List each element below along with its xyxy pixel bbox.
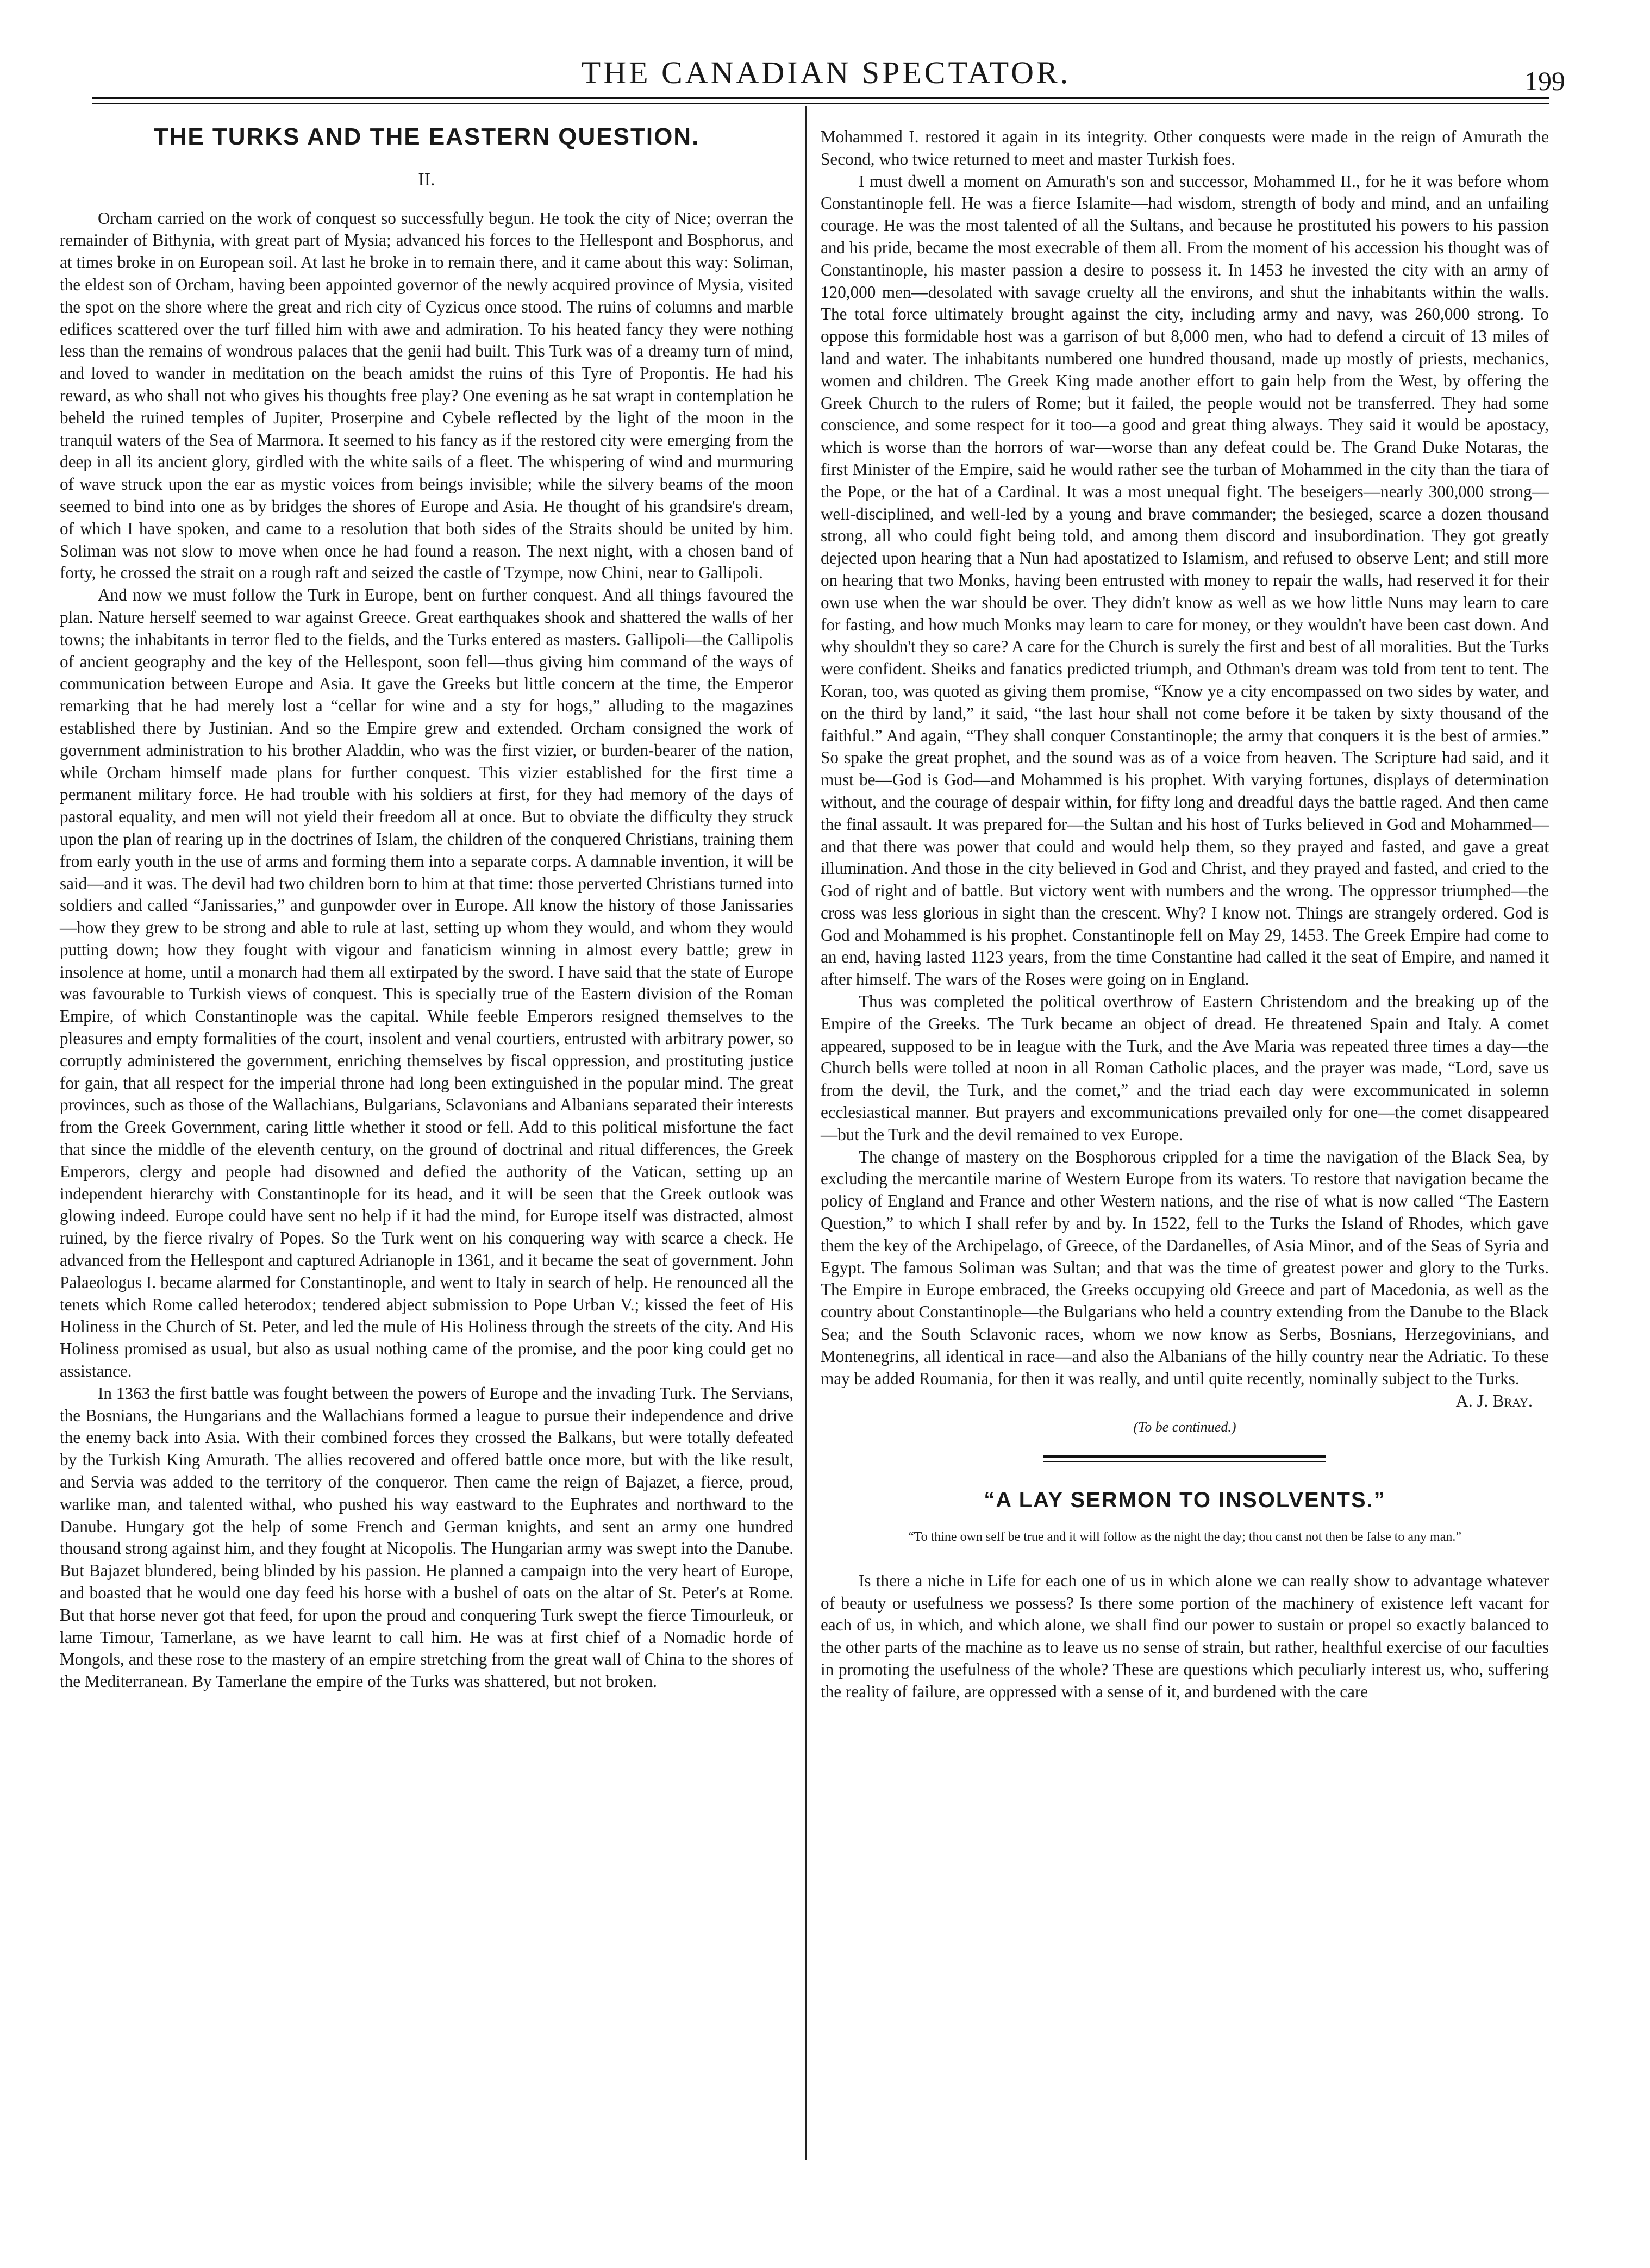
article-paragraph: I must dwell a moment on Amurath's son and successor, Mohammed II., for he it was before whom Constantinople fell. He was a fierce Islamite—had wisdom, strength of body and mind, and an unfailing courage. He was the most talented of all the Sultans, and because he prostituted his powers to his passion and his pride, became the most execrable of them all. From the moment of his accession his thought was of Constantinople, his master passion a desire to possess it. In 1453 he invested the city with an army of 120,000 men—desolated with savage cruelty all the environs, and shut the inhabitants within the walls. The total force ultimately brought against the city, including army and navy, was 260,000 strong. To oppose this formidable host was a garrison of but 8,000 men, who had to defend a circuit of 13 miles of land and water. The inhabitants numbered one hundred thousand, made up mostly of priests, mechanics, women and children. The Greek King made another effort to gain help from the West, by offering the Greek Church to the rulers of Rome; but it failed, the people would not be transferred. They had some conscience, and some respect for it too—a good and great thing always. They said it would be apostacy, which is worse than the horrors of war—worse than any defeat could be. The Grand Duke Notaras, the first Minister of the Empire, said he would rather see the turban of Mohammed in the city than the tiara of the Pope, or the hat of a Cardinal. It was a most unequal fight. The beseigers—nearly 300,000 strong—well-disciplined, and well-led by a young and brave commander; the besieged, scarce a dozen thousand strong, all who could fight being told, and among them discord and insubordination. They got greatly dejected upon hearing that a Nun had apostatized to Islamism, and refused to observe Lent; and still more on hearing that two Monks, having been entrusted with money to repair the walls, had reserved it for their own use when the war should be over. They didn't know as well as we how little Nuns may learn to care for fasting, and how much Monks may learn to care for money, or they wouldn't have been cast down. And why shouldn't they so care? A care for the Church is surely the first and best of all moralities. But the Turks were confident. Sheiks and fanatics predicted triumph, and Othman's dream was told from tent to tent. The Koran, too, was quoted as giving them promise, “Know ye a city encompassed on two sides by water, and on the third by land,” it said, “the last hour shall not come before it be taken by sixty thousand of the faithful.” And again, “They shall conquer Constantinople; the army that conquers it is the best of armies.” So spake the great prophet, and the sound was as of a voice from heaven. The Scripture had said, and it must be—God is God—and Mohammed is his prophet. With varying fortunes, displays of determination without, and the courage of despair within, for fifty long and dreadful days the battle raged. And then came the final assault. It was prepared for—the Sultan and his host of Turks believed in God and Mohammed—and that there was power that could and would help them, so they prayed and fasted, and gave a great illumination. And those in the city believed in God and Christ, and they prayed and fasted, and cried to the God of right and of battle. But victory went with numbers and the wrong. The oppressor triumphed—the cross was less glorious in sight than the crescent. Why? I know not. Things are strangely ordered. God is God and Mohammed is his prophet. Constantinople fell on May 29, 1453. The Greek Empire had come to an end, having lasted 1123 years, from the time Constantine had called it the seat of Empire, and named it after himself. The wars of the Roses were going on in England. <box>821 171 1549 989</box>
article-paragraph: Thus was completed the political overthrow of Eastern Christendom and the breaking up of the Empire of the Greeks. The Turk became an object of dread. He threatened Spain and Italy. A comet appeared, supposed to be in league with the Turk, and the Ave Maria was repeated three times a day—the Church bells were tolled at noon in all Roman Catholic places, and the prayer was made, “Lord, save us from the devil, the Turk, and the comet,” and the triad each day were excommunicated in solemn ecclesiastical manner. But prayers and excommunications prevailed only for one—the comet disappeared—but the Turk and the devil remained to vex Europe. <box>821 992 1549 1144</box>
right-column <box>821 126 1549 1703</box>
column-divider <box>805 106 807 2160</box>
section-rule-thin <box>1043 1461 1326 1462</box>
left-column <box>60 123 793 1693</box>
section-rule-thick <box>1043 1455 1326 1458</box>
sermon-heading: “A LAY SERMON TO INSOLVENTS.” <box>984 1488 1386 1513</box>
author-signature: A. J. Bray. <box>1455 1391 1533 1411</box>
section-number: II. <box>418 169 435 190</box>
page-number: 199 <box>1524 66 1565 96</box>
article-paragraph: In 1363 the first battle was fought between the powers of Europe and the invading Turk. The Servians, the Bosnians, the Hungarians and the Wallachians formed a league to pursue their independence and drive the enemy back into Asia. With their combined forces they crossed the Balkans, but were totally defeated by the Turkish King Amurath. The allies recovered and offered battle once more, but with the like result, and Servia was added to the territory of the conqueror. Then came the reign of Bajazet, a fierce, proud, warlike man, and talented withal, who pushed his way eastward to the Euphrates and northward to the Danube. Hungary got the help of some French and German knights, and sent an army one hundred thousand strong against him, and they fought at Nicopolis. The Hungarian army was swept into the Danube. But Bajazet blundered, being blinded by his passion. He planned a campaign into the very heart of Europe, and boasted that he would one day feed his horse with a bushel of oats on the altar of St. Peter's at Rome. But that horse never got that feed, for upon the proud and conquering Turk swept the fierce Timourleuk, or lame Timour, Tamerlane, as we have learnt to call him. He was at first chief of a Nomadic horde of Mongols, and these rose to the mastery of an empire stretching from the great wall of China to the shores of the Mediterranean. By Tamerlane the empire of the Turks was shattered, but not broken. <box>60 1383 793 1691</box>
article-paragraph: And now we must follow the Turk in Europe, bent on further conquest. And all things favoured the plan. Nature herself seemed to war against Greece. Great earthquakes shook and shattered the walls of her towns; the inhabitants in terror fled to the fields, and the Turks entered as masters. Gallipoli—the Callipolis of ancient geography and the key of the Hellespont, soon fell—thus giving him command of the ways of communication between Europe and Asia. It gave the Greeks but little concern at the time, the Emperor remarking that he had merely lost a “cellar for wine and a sty for hogs,” alluding to the magazines established there by Justinian. And so the Empire grew and extended. Orcham consigned the work of government administration to his brother Aladdin, who was the first vizier, or burden-bearer of the nation, while Orcham himself made plans for further conquest. This vizier established for the first time a permanent military force. He had trouble with his soldiers at first, for they had memory of the days of pastoral equality, and men will not yield their freedom all at once. But to obviate the difficulty they struck upon the plan of rearing up in the doctrines of Islam, the children of the conquered Christians, training them from early youth in the use of arms and forming them into a separate corps. A damnable invention, it will be said—and it was. The devil had two children born to him at that time: those perverted Christians turned into soldiers and called “Janissaries,” and gunpowder over in Europe. All know the history of those Janissaries—how they grew to be strong and able to rule at last, setting up whom they would, and whom they would putting down; how they fought with vigour and fanaticism winning in almost every battle; grew in insolence at home, until a monarch had them all extirpated by the sword. I have said that the state of Europe was favourable to Turkish views of conquest. This is specially true of the Eastern division of the Roman Empire, of which Constantinople was the capital. While feeble Emperors resigned themselves to the pleasures and empty formalities of the court, insolent and venal courtiers, entrusted with arbitrary power, so corruptly administered the government, enriching themselves by fiscal oppression, and prostituting justice for gain, that all respect for the imperial throne had long been extinguished in the popular mind. The great provinces, such as those of the Wallachians, Bulgarians, Sclavonians and Albanians separated their interests from the Greek Government, caring little whether it stood or fell. Add to this political misfortune the fact that since the middle of the eleventh century, on the ground of doctrinal and ritual differences, the Greek Emperors, clergy and people had disowned and defied the authority of the Vatican, setting up an independent hierarchy with Constantinople for its head, and it will be seen that the Greek outlook was glowing indeed. Europe could have sent no help if it had the mind, for Europe itself was distracted, almost ruined, by the fierce rivalry of Popes. So the Turk went on his conquering way with scarce a check. He advanced from the Hellespont and captured Adrianople in 1361, and it became the seat of government. John Palaeologus I. became alarmed for Constantinople, and went to Italy in search of help. He renounced all the tenets which Rome called heterodox; tendered abject submission to Pope Urban V.; kissed the feet of His Holiness in the Church of St. Peter, and led the mule of His Holiness through the streets of the city. And His Holiness promised as usual, but also as usual nothing came of the promise, and the poor king could get no assistance. <box>60 585 793 1381</box>
to-be-continued: (To be continued.) <box>1133 1419 1236 1435</box>
masthead-rule-thin <box>92 103 1549 104</box>
masthead-rule-thick <box>92 97 1549 99</box>
article-heading: THE TURKS AND THE EASTERN QUESTION. <box>153 123 700 150</box>
newspaper-title: THE CANADIAN SPECTATOR. <box>581 55 1071 90</box>
article-paragraph: Orcham carried on the work of conquest so successfully begun. He took the city of Nice; overran the remainder of Bithynia, with great part of Mysia; advanced his forces to the Hellespont and Bosphorus, and at times broke in on European soil. At last he broke in to remain there, and it came about this way: Soliman, the eldest son of Orcham, having been appointed governor of the newly acquired province of Mysia, visited the spot on the shore where the great and rich city of Cyzicus once stood. The ruins of columns and marble edifices scattered over the turf filled him with awe and admiration. To his heated fancy they were nothing less than the remains of wondrous palaces that the genii had built. This Turk was of a dreamy turn of mind, and loved to wander in meditation on the beach amidst the ruins of this Tyre of Propontis. He had his reward, as who shall not who gives his thoughts free play? One evening as he sat wrapt in contemplation he beheld the ruined temples of Jupiter, Proserpine and Cybele reflected by the light of the moon in the tranquil waters of the Sea of Marmora. It seemed to his fancy as if the restored city were emerging from the deep in all its ancient glory, girdled with the white sails of a fleet. The whispering of wind and murmuring of wave struck upon the ear as mystic voices from beings invisible; while the silvery beams of the moon seemed to bind into one as by bridges the shores of Europe and Asia. He thought of his grandsire's dream, of which I have spoken, and came to a resolution that both sides of the Straits should be united by him. Soliman was not slow to move when once he had found a reason. The next night, with a chosen band of forty, he crossed the strait on a rough raft and seized the castle of Tzympe, now Chini, near to Gallipoli. <box>60 208 793 583</box>
sermon-epigraph: “To thine own self be true and it will follow as the night the day; thou canst not then be false to any man.” <box>908 1529 1462 1544</box>
article-paragraph: The change of mastery on the Bosphorous crippled for a time the navigation of the Black Sea, by excluding the mercantile marine of Western Europe from its waters. To restore that navigation became the policy of England and France and other Western nations, and the rise of what is now called “The Eastern Question,” to which I shall refer by and by. In 1522, fell to the Turks the Island of Rhodes, which gave them the key of the Archipelago, of Greece, of the Dardanelles, of Asia Minor, and of the Seas of Syria and Egypt. The famous Soliman was Sultan; and that was the time of greatest power and glory to the Turks. The Empire in Europe embraced, the Greeks occupying old Greece and part of Macedonia, as well as the country about Constantinople—the Bulgarians who held a country extending from the Danube to the Black Sea; and the South Sclavonic races, whom we now know as Serbs, Bosnians, Herzegovinians, and Montenegrins, all identical in race—and also the Albanians of the hilly country near the Adriatic. To these may be added Roumania, for then it was really, and until quite recently, nominally subject to the Turks. <box>821 1147 1549 1388</box>
sermon-paragraph: Is there a niche in Life for each one of us in which alone we can really show to advantage whatever of beauty or usefulness we possess? Is there some portion of the machinery of existence left vacant for each of us, in which, and which alone, we shall find our power to sustain or propel so exactly balanced to the other parts of the machine as to leave us no sense of strain, but rather, healthful exercise of our faculties in promoting the usefulness of the whole? These are questions which peculiarly interest us, who, suffering the reality of failure, are oppressed with a sense of it, and burdened with the care <box>821 1571 1549 1701</box>
article-paragraph: Mohammed I. restored it again in its integrity. Other conquests were made in the reign of Amurath the Second, who twice returned to meet and master Turkish foes. <box>821 127 1549 168</box>
